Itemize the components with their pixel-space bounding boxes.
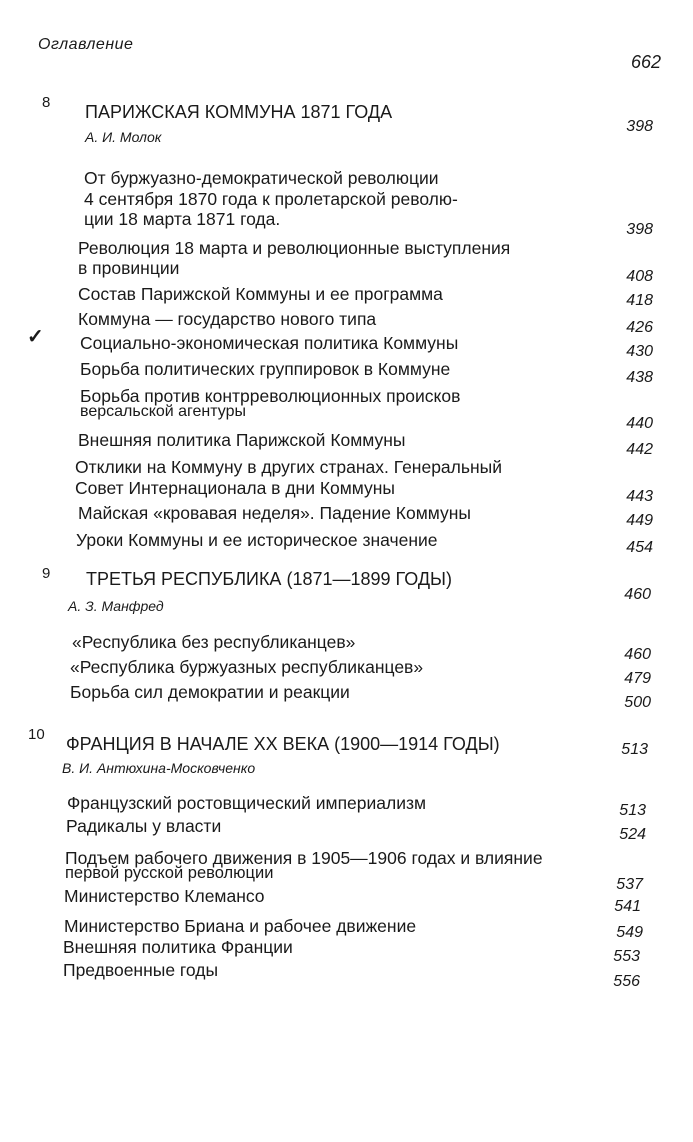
- chapter-page: 513: [621, 741, 648, 758]
- section-line: Радикалы у власти: [66, 816, 222, 836]
- chapter-author: А. З. Манфред: [68, 598, 164, 614]
- section-page: 479: [624, 670, 651, 687]
- section-page: 398: [626, 221, 653, 238]
- chapter-author: В. И. Антюхина-Московченко: [62, 760, 256, 776]
- section-page: 541: [614, 898, 641, 915]
- section-page: 524: [619, 826, 646, 843]
- chapter-number: 8: [42, 94, 51, 111]
- section-page: 460: [624, 646, 651, 663]
- section-page: 513: [619, 802, 646, 819]
- section-line: Внешняя политика Парижской Коммуны: [78, 430, 406, 450]
- chapter-number: 10: [28, 726, 45, 743]
- section-page: 438: [626, 369, 653, 386]
- section-line: Внешняя политика Франции: [63, 937, 293, 957]
- section-line: От буржуазно-демократической революции: [84, 168, 439, 188]
- section-line: Предвоенные годы: [63, 960, 219, 980]
- section-line: Борьба против контрреволюционных происков: [80, 386, 461, 406]
- section-page: 443: [626, 488, 653, 505]
- chapter-title: ФРАНЦИЯ В НАЧАЛЕ XX ВЕКА (1900—1914 ГОДЫ): [66, 734, 500, 754]
- section-page: 537: [616, 876, 643, 893]
- section-line: первой русской революции: [65, 864, 274, 882]
- section-page: 430: [626, 343, 653, 360]
- section-line: «Республика без республиканцев»: [72, 632, 356, 652]
- section-line: ции 18 марта 1871 года.: [84, 209, 281, 229]
- section-line: Социально-экономическая политика Коммуны: [80, 333, 459, 353]
- section-page: 553: [613, 948, 640, 965]
- section-line: Отклики на Коммуну в других странах. Генеральный: [75, 457, 503, 477]
- section-line: Подъем рабочего движения в 1905—1906 годах и влияние: [65, 848, 543, 868]
- section-page: 408: [626, 268, 653, 285]
- section-line: Совет Интернационала в дни Коммуны: [75, 478, 396, 498]
- section-line: в провинции: [78, 258, 180, 278]
- section-line: версальской агентуры: [80, 403, 246, 420]
- chapter-title: ПАРИЖСКАЯ КОММУНА 1871 ГОДА: [85, 102, 393, 122]
- section-line: «Республика буржуазных республиканцев»: [70, 657, 424, 677]
- section-line: Министерство Бриана и рабочее движение: [64, 916, 417, 936]
- handwritten-check-mark-icon: ✓: [27, 326, 44, 348]
- chapter-page: 460: [624, 586, 651, 603]
- running-title: Оглавление: [38, 36, 134, 53]
- section-page: 549: [616, 924, 643, 941]
- page-number: 662: [630, 52, 661, 72]
- section-line: Состав Парижской Коммуны и ее программа: [78, 284, 443, 304]
- section-page: 500: [624, 694, 651, 711]
- section-line: Борьба политических группировок в Коммуне: [80, 359, 451, 379]
- section-line: Коммуна — государство нового типа: [78, 309, 377, 329]
- section-line: Министерство Клемансо: [64, 886, 265, 906]
- section-page: 454: [626, 539, 653, 556]
- section-line: Борьба сил демократии и реакции: [70, 682, 350, 702]
- chapter-author: А. И. Молок: [85, 129, 162, 145]
- section-page: 442: [626, 441, 653, 458]
- section-line: 4 сентября 1870 года к пролетарской револю-: [84, 189, 458, 209]
- chapter-number: 9: [42, 565, 51, 582]
- section-page: 440: [626, 415, 653, 432]
- section-page: 418: [626, 292, 653, 309]
- section-page: 426: [626, 319, 653, 336]
- section-page: 449: [626, 512, 653, 529]
- section-line: Майская «кровавая неделя». Падение Коммуны: [78, 503, 471, 523]
- chapter-page: 398: [626, 118, 653, 135]
- section-line: Французский ростовщический империализм: [67, 793, 427, 813]
- section-page: 556: [613, 973, 640, 990]
- chapter-title: ТРЕТЬЯ РЕСПУБЛИКА (1871—1899 ГОДЫ): [86, 569, 452, 589]
- section-line: Революция 18 марта и революционные выступления: [78, 238, 511, 258]
- section-line: Уроки Коммуны и ее историческое значение: [76, 530, 438, 550]
